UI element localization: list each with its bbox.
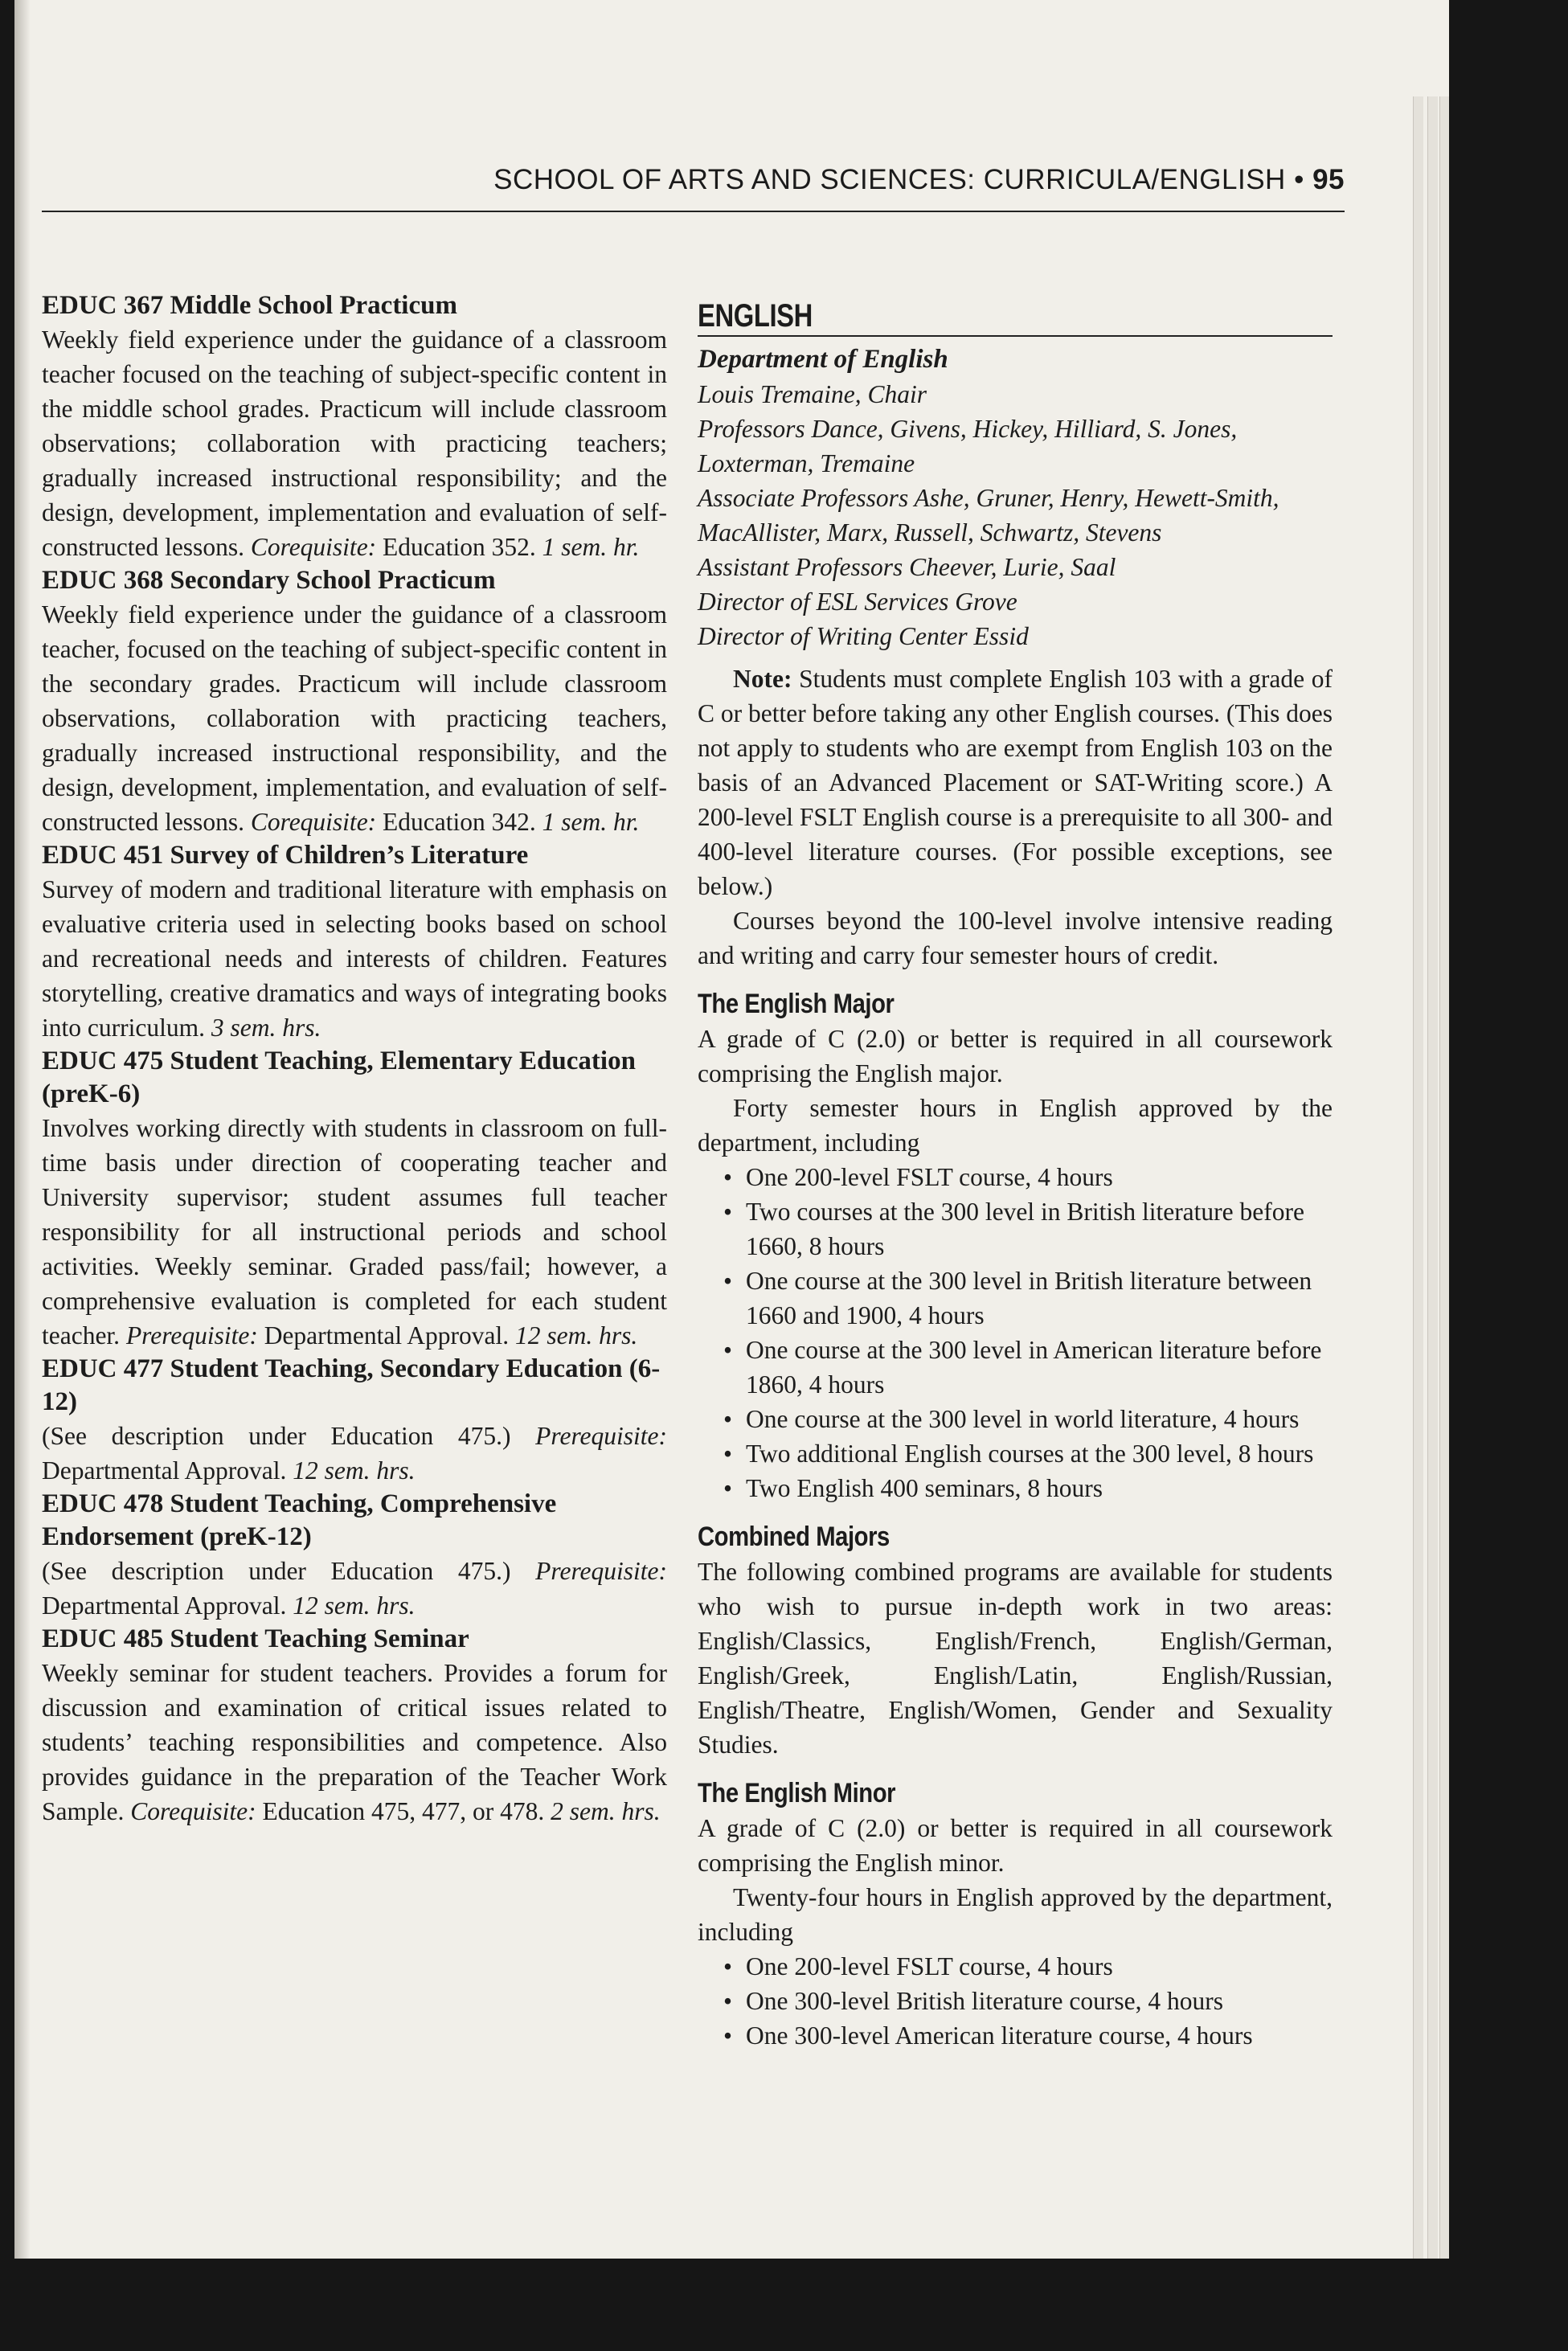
note-text: Students must complete English 103 with a grade of C or better before taking any other English courses. (This does not apply to students who are exempt from English 103 on the basis of an Advanced Placement or SAT-Writing score.) A 200-level FSLT English course is a prerequisite to all 300- and 400-level literature courses. (For possible exceptions, see below.) <box>698 665 1333 900</box>
running-header <box>493 164 1345 196</box>
requisite-value: Departmental Approval. <box>42 1591 287 1620</box>
list-item: • One course at the 300 level in world literature, 4 hours <box>746 1402 1333 1436</box>
course-entry <box>42 289 667 564</box>
right-column <box>698 299 1333 2053</box>
header-rule <box>42 211 1345 212</box>
page-edge <box>1413 96 1423 2259</box>
section-heading-english <box>698 299 1333 337</box>
header-separator: • <box>1294 164 1304 195</box>
course-body: (See description under Education 475.) <box>42 1422 511 1450</box>
course-body: (See description under Education 475.) <box>42 1557 511 1585</box>
requisite-value: Education 352. <box>383 533 536 561</box>
course-description <box>42 1656 667 1829</box>
page-gutter <box>14 0 31 2259</box>
course-body: Survey of modern and traditional literature with emphasis on evaluative criteria used in selecting books based on school and recreational needs and interests of children. Features storytelling, creative dramatics and ways of integrating books into curriculum. <box>42 875 667 1042</box>
course-credit: 12 sem. hrs. <box>293 1591 416 1620</box>
requisite-label: Prerequisite: <box>535 1557 668 1585</box>
course-credit: 12 sem. hrs. <box>514 1321 638 1350</box>
course-description <box>42 1419 667 1488</box>
course-entry <box>42 564 667 839</box>
staff-line: Louis Tremaine, Chair <box>698 380 927 408</box>
minor-requirements-list <box>698 1949 1333 2053</box>
major-paragraph: A grade of C (2.0) or better is required in all coursework comprising the English major. <box>698 1025 1333 1087</box>
course-description <box>42 1554 667 1623</box>
minor-paragraph: Twenty-four hours in English approved by the department, including <box>698 1883 1333 1946</box>
course-title: EDUC 485 Student Teaching Seminar <box>42 1624 469 1653</box>
section-heading: The English Major <box>698 989 895 1019</box>
left-column <box>42 289 667 1829</box>
page-edge <box>1439 96 1449 2259</box>
requisite-value: Departmental Approval. <box>42 1456 287 1485</box>
course-description <box>42 322 667 564</box>
course-entry <box>42 1045 667 1353</box>
course-entry <box>42 839 667 1045</box>
staff-line: Director of Writing Center Essid <box>698 622 1029 650</box>
requisite-label: Prerequisite: <box>535 1422 668 1450</box>
course-credit: 2 sem. hrs. <box>551 1797 661 1825</box>
requisite-value: Departmental Approval. <box>264 1321 510 1350</box>
header-title: SCHOOL OF ARTS AND SCIENCES: CURRICULA/ENGLISH <box>493 164 1286 195</box>
note-label: Note: <box>733 665 792 693</box>
staff-line: Director of ESL Services Grove <box>698 588 1017 616</box>
course-body: Involves working directly with students in classroom on full-time basis under direction of cooperating teacher and University supervisor; student assumes full teacher responsibility for all instructional periods and school activities. Weekly seminar. Graded pass/fail; however, a comprehensive evaluation is completed for each student teacher. <box>42 1114 667 1350</box>
list-item: • Two additional English courses at the 300 level, 8 hours <box>746 1436 1333 1471</box>
requisite-value: Education 475, 477, or 478. <box>262 1797 545 1825</box>
course-credit: 3 sem. hrs. <box>211 1014 321 1042</box>
staff-list <box>698 377 1333 653</box>
requisite-label: Prerequisite: <box>125 1321 258 1350</box>
note-paragraph <box>698 661 1333 903</box>
combined-paragraph: The following combined programs are available for students who wish to pursue in-depth work in two areas: English/Classics, English/French, English/German, English/Greek, English/Latin, English/Russian, English/Theatre, English/Women, Gender and Sexuality Studies. <box>698 1558 1333 1759</box>
course-body: Weekly field experience under the guidance of a classroom teacher, focused on the teaching of subject-specific content in the secondary grades. Practicum will include classroom observations, collaboration with practicing teachers, gradually increased instructional responsibility, and the design, development, implementation, and evaluation of self-constructed lessons. <box>42 600 667 836</box>
english-major-section <box>698 987 1333 1505</box>
course-credit: 12 sem. hrs. <box>293 1456 416 1485</box>
english-minor-section <box>698 1776 1333 2053</box>
list-item: • One course at the 300 level in American literature before 1860, 4 hours <box>746 1333 1333 1402</box>
course-title: EDUC 367 Middle School Practicum <box>42 291 457 320</box>
requisite-label: Corequisite: <box>130 1797 256 1825</box>
requisite-label: Corequisite: <box>250 533 377 561</box>
list-item: • Two English 400 seminars, 8 hours <box>746 1471 1333 1505</box>
course-title: EDUC 475 Student Teaching, Elementary Education (preK-6) <box>42 1046 636 1108</box>
staff-line: Assistant Professors Cheever, Lurie, Saal <box>698 553 1116 581</box>
course-entry <box>42 1623 667 1829</box>
list-item: • One course at the 300 level in British literature between 1660 and 1900, 4 hours <box>746 1264 1333 1333</box>
course-description <box>42 872 667 1045</box>
course-description <box>42 1111 667 1353</box>
course-title: EDUC 451 Survey of Children’s Literature <box>42 841 529 870</box>
major-requirements-list <box>698 1160 1333 1505</box>
course-body: Weekly field experience under the guidance of a classroom teacher focused on the teaching of subject-specific content in the middle school grades. Practicum will include classroom observations; collaboration with practicing teachers; gradually increased instructional responsibility; and the design, development, implementation and evaluation of self-constructed lessons. <box>42 326 667 561</box>
section-heading: Combined Majors <box>698 1522 890 1552</box>
minor-paragraph: A grade of C (2.0) or better is required in all coursework comprising the English minor. <box>698 1814 1333 1877</box>
course-credit: 1 sem. hr. <box>542 533 640 561</box>
note-paragraph-2: Courses beyond the 100-level involve intensive reading and writing and carry four semester hours of credit. <box>698 907 1333 969</box>
section-heading: The English Minor <box>698 1778 896 1808</box>
page-number: 95 <box>1312 164 1345 195</box>
course-description <box>42 597 667 839</box>
list-item: • Two courses at the 300 level in British literature before 1660, 8 hours <box>746 1194 1333 1264</box>
list-item: • One 200-level FSLT course, 4 hours <box>746 1949 1333 1984</box>
course-title: EDUC 368 Secondary School Practicum <box>42 566 496 595</box>
list-item: • One 200-level FSLT course, 4 hours <box>746 1160 1333 1194</box>
list-item: • One 300-level American literature course, 4 hours <box>746 2018 1333 2053</box>
staff-line: Professors Dance, Givens, Hickey, Hilliard, S. Jones, Loxterman, Tremaine <box>698 415 1238 477</box>
course-title: EDUC 477 Student Teaching, Secondary Education (6-12) <box>42 1354 661 1416</box>
section-title: ENGLISH <box>698 298 813 334</box>
requisite-label: Corequisite: <box>250 808 377 836</box>
staff-line: Associate Professors Ashe, Gruner, Henry, Hewett-Smith, MacAllister, Marx, Russell, Schwartz, Stevens <box>698 484 1279 547</box>
combined-majors-section <box>698 1520 1333 1762</box>
requisite-value: Education 342. <box>383 808 536 836</box>
course-entry <box>42 1488 667 1623</box>
department-title: Department of English <box>698 345 948 374</box>
book-page <box>14 0 1449 2259</box>
course-body: Weekly seminar for student teachers. Provides a forum for discussion and examination of critical issues related to students’ teaching responsibilities and competence. Also provides guidance in the preparation of the Teacher Work Sample. <box>42 1659 667 1825</box>
course-credit: 1 sem. hr. <box>542 808 640 836</box>
course-entry <box>42 1353 667 1488</box>
list-item: • One 300-level British literature course, 4 hours <box>746 1984 1333 2018</box>
course-title: EDUC 478 Student Teaching, Comprehensive Endorsement (preK-12) <box>42 1489 557 1551</box>
page-edge <box>1427 96 1438 2259</box>
major-paragraph: Forty semester hours in English approved by the department, including <box>698 1094 1333 1157</box>
